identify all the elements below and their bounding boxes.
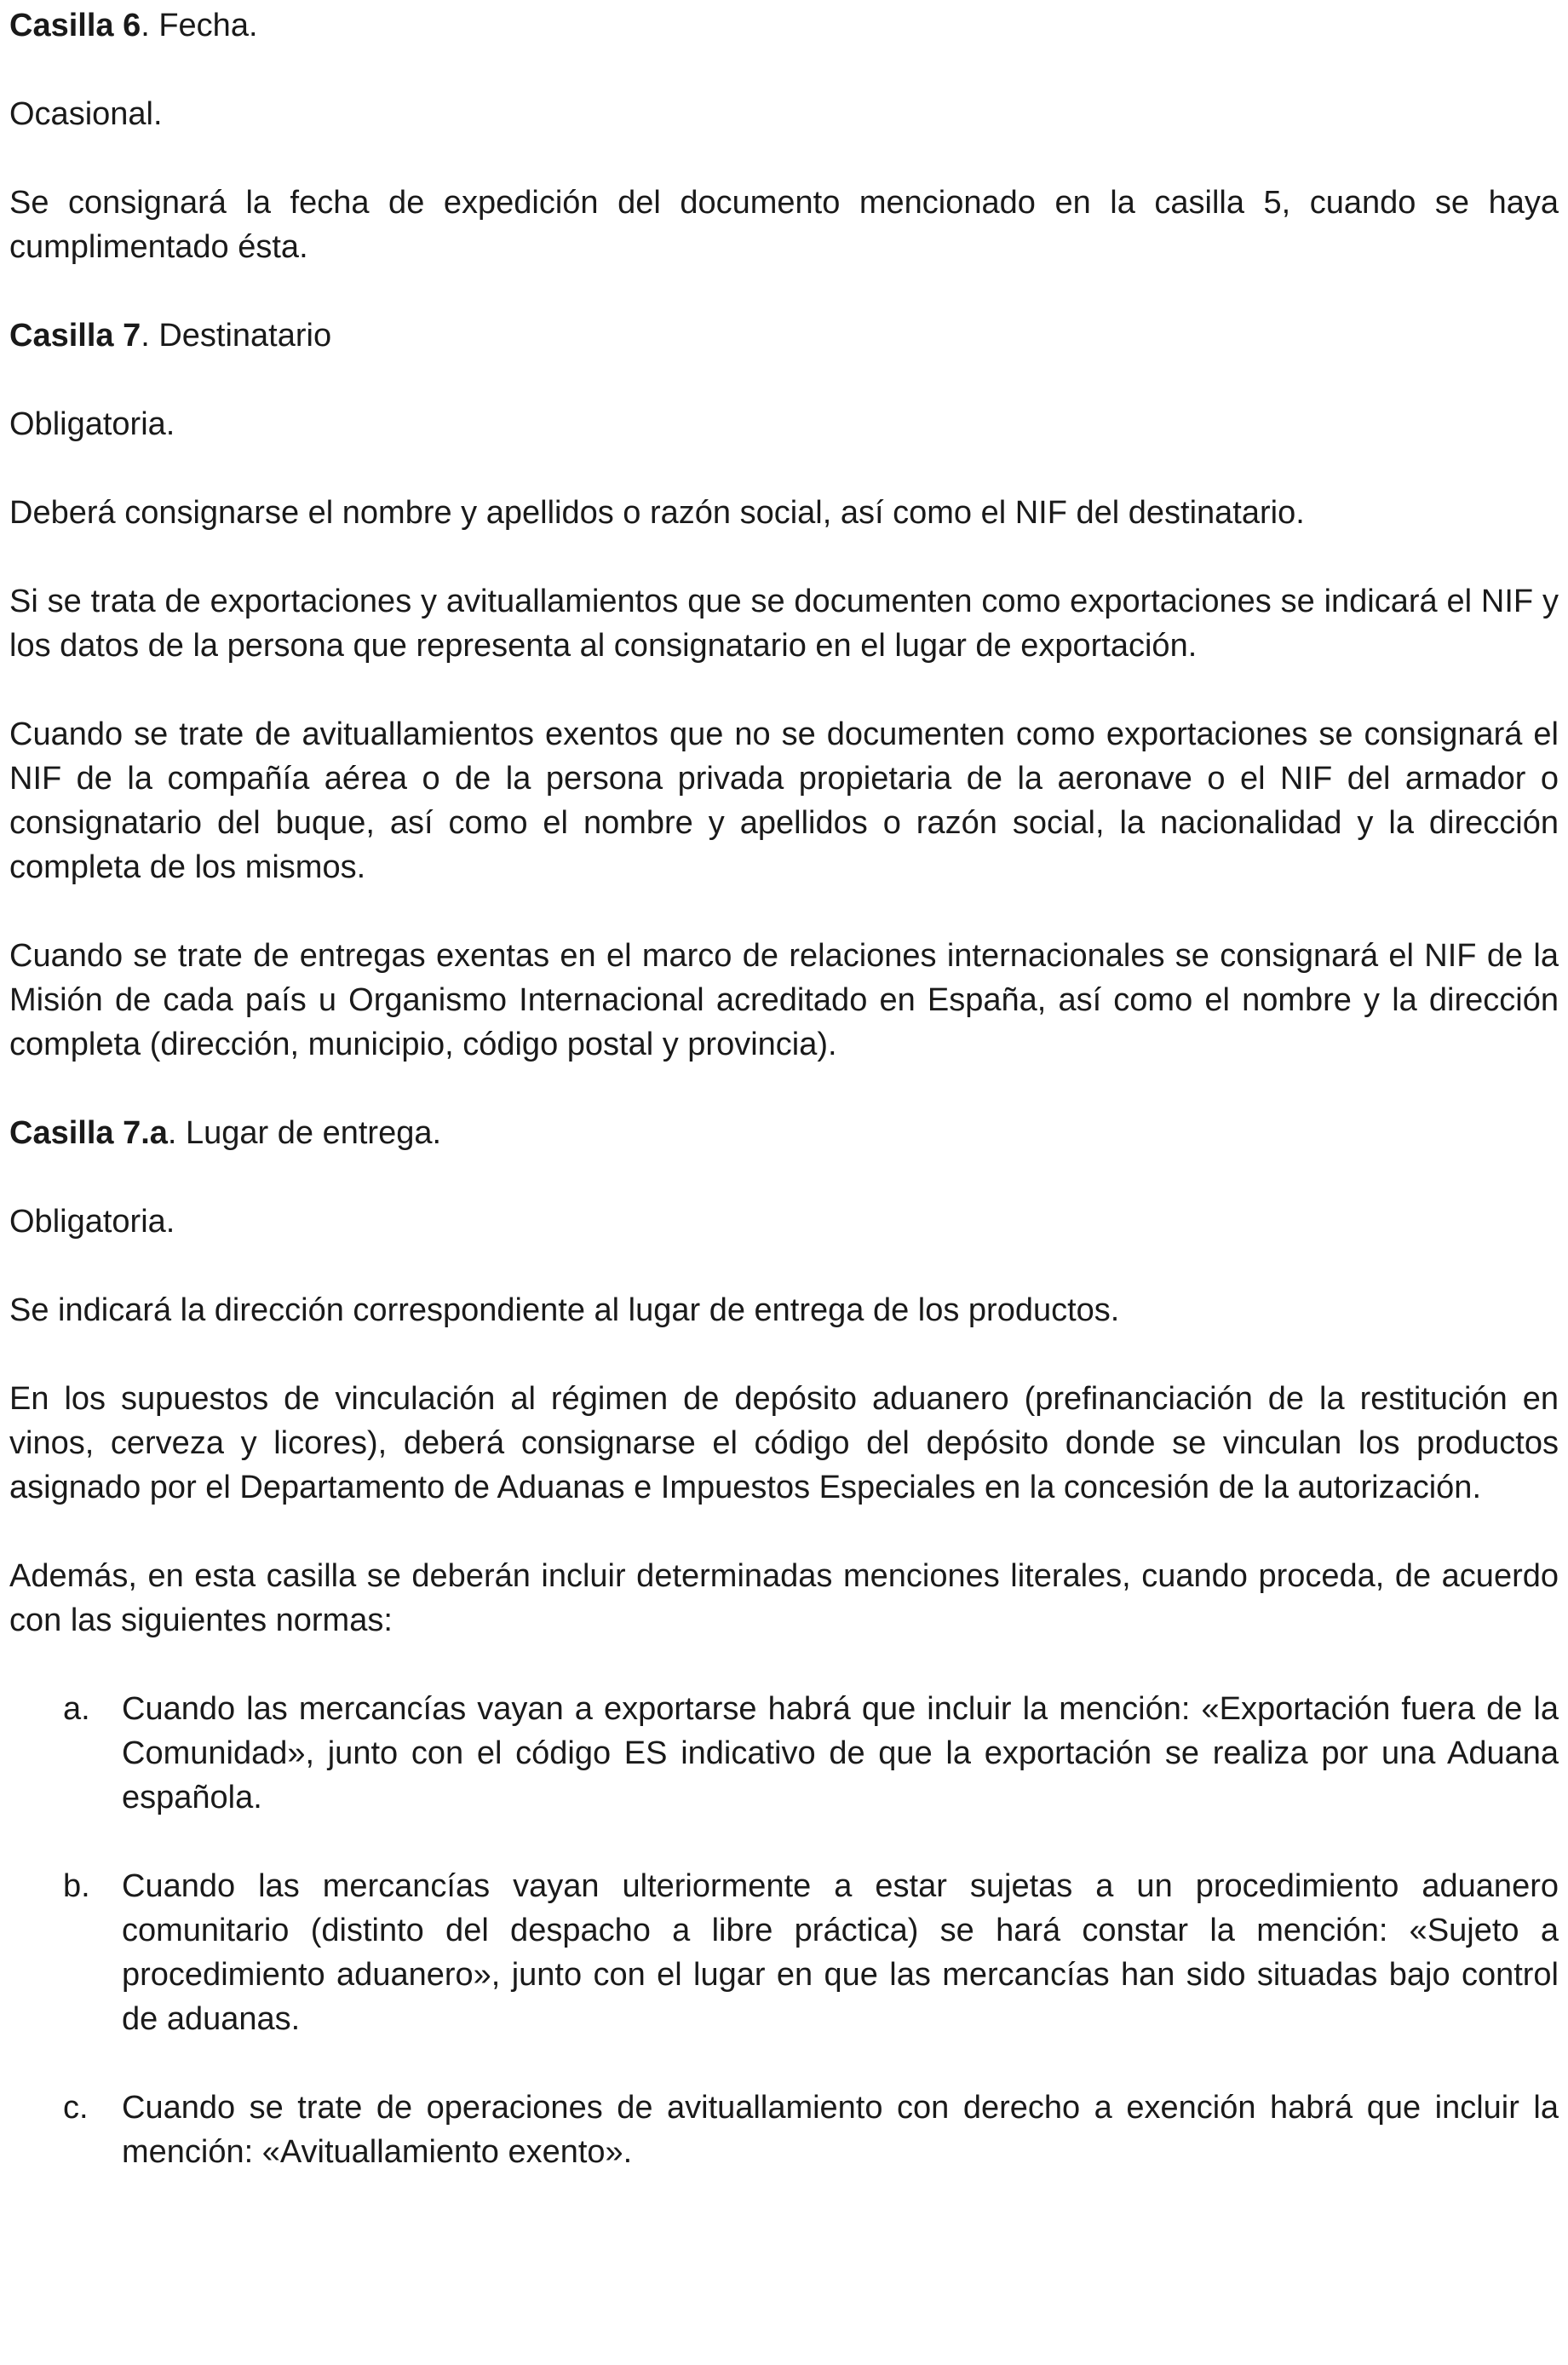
list-item — [9, 2086, 1559, 2174]
mentions-list — [9, 1687, 1559, 2174]
heading-label: Casilla 7.a — [9, 1115, 168, 1151]
section-status: Ocasional. — [9, 96, 163, 132]
list-item — [9, 1864, 1559, 2041]
list-marker: b. — [63, 1868, 90, 1904]
list-marker: a. — [63, 1691, 90, 1727]
paragraph: Si se trata de exportaciones y avituallamientos que se documenten como exportaciones se indicará el NIF y los datos de la persona que representa al consignatario en el lugar de exportación. — [9, 584, 1559, 664]
section-heading-casilla-6 — [9, 3, 1559, 48]
paragraph: Deberá consignarse el nombre y apellidos o razón social, así como el NIF del destinatario. — [9, 495, 1305, 531]
list-marker: c. — [63, 2090, 89, 2126]
section-heading-casilla-7 — [9, 314, 1559, 358]
list-item-text: Cuando las mercancías vayan a exportarse habrá que incluir la mención: «Exportación fuera de la Comunidad», junto con el código ES indicativo de que la exportación se realiza por una Aduana española. — [122, 1691, 1559, 1815]
list-item-text: Cuando las mercancías vayan ulteriormente a estar sujetas a un procedimiento aduanero comunitario (distinto del despacho a libre práctica) se hará constar la mención: «Sujeto a procedimiento aduanero», junto con el lugar en que las mercancías han sido situadas bajo control de aduanas. — [122, 1868, 1559, 2037]
heading-title: . Destinatario — [141, 318, 332, 354]
paragraph: Se consignará la fecha de expedición del documento mencionado en la casilla 5, cuando se haya cumplimentado ésta. — [9, 185, 1559, 265]
paragraph: En los supuestos de vinculación al régimen de depósito aduanero (prefinanciación de la restitución en vinos, cerveza y licores), deberá consignarse el código del depósito donde se vinculan los productos asignado por el Departamento de Aduanas e Impuestos Especiales en la concesión de la autorización. — [9, 1381, 1559, 1505]
section-heading-casilla-7a — [9, 1111, 1559, 1155]
section-status: Obligatoria. — [9, 1204, 175, 1240]
heading-title: . Fecha. — [141, 8, 258, 43]
heading-label: Casilla 6 — [9, 8, 141, 43]
list-item-text: Cuando se trate de operaciones de avituallamiento con derecho a exención habrá que incluir la mención: «Avituallamiento exento». — [122, 2090, 1559, 2170]
section-status: Obligatoria. — [9, 406, 175, 442]
list-item — [9, 1687, 1559, 1820]
paragraph: Además, en esta casilla se deberán incluir determinadas menciones literales, cuando proceda, de acuerdo con las siguientes normas: — [9, 1558, 1559, 1638]
paragraph: Se indicará la dirección correspondiente al lugar de entrega de los productos. — [9, 1292, 1120, 1328]
heading-label: Casilla 7 — [9, 318, 141, 354]
paragraph: Cuando se trate de entregas exentas en el marco de relaciones internacionales se consignará el NIF de la Misión de cada país u Organismo Internacional acreditado en España, así como el nombre y la dirección completa (dirección, municipio, código postal y provincia). — [9, 938, 1559, 1062]
paragraph: Cuando se trate de avituallamientos exentos que no se documenten como exportaciones se consignará el NIF de la compañía aérea o de la persona privada propietaria de la aeronave o el NIF del armador o consignatario del buque, así como el nombre y apellidos o razón social, la nacionalidad y la dirección completa de los mismos. — [9, 716, 1559, 885]
heading-title: . Lugar de entrega. — [167, 1115, 442, 1151]
